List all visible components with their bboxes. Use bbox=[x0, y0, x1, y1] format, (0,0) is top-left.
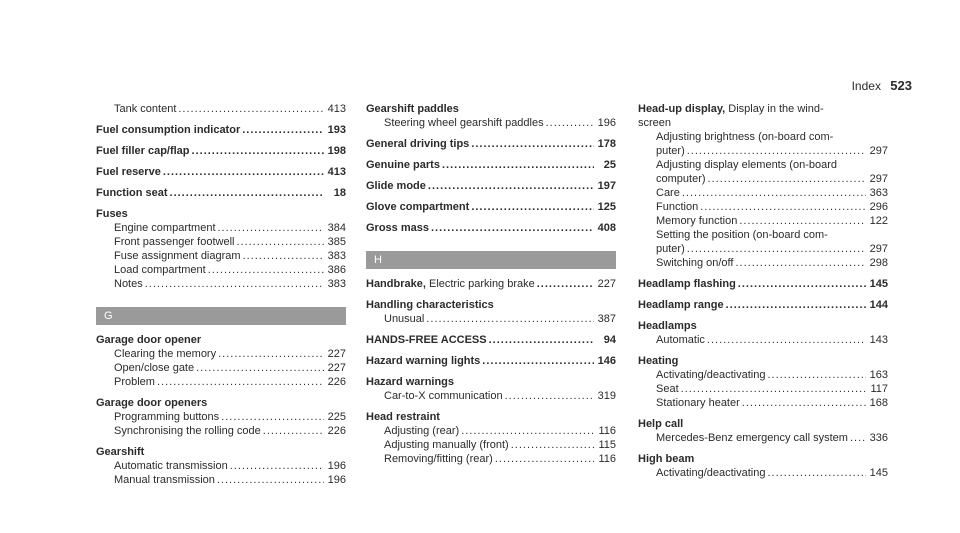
entry-page: 225 bbox=[327, 411, 346, 423]
entry-text: Tank content bbox=[114, 103, 177, 115]
entry-text: Activating/deactivating bbox=[656, 369, 766, 381]
entry-text: Automatic bbox=[656, 334, 705, 346]
entry-page: 115 bbox=[598, 439, 616, 451]
entry-text: Adjusting (rear) bbox=[384, 425, 460, 437]
entry-page: 408 bbox=[597, 222, 616, 234]
entry-text: Clearing the memory bbox=[114, 348, 217, 360]
index-subentry[interactable] bbox=[366, 452, 616, 466]
index-subentry[interactable] bbox=[366, 424, 616, 438]
index-label: Index bbox=[851, 79, 881, 93]
page-number: 523 bbox=[890, 78, 912, 93]
index-subentry[interactable] bbox=[638, 186, 888, 200]
index-column-1 bbox=[96, 102, 346, 487]
entry-text: Genuine parts bbox=[366, 159, 440, 171]
index-subentry[interactable] bbox=[638, 431, 888, 445]
index-column-3 bbox=[638, 102, 888, 480]
entry-text: Engine compartment bbox=[114, 222, 216, 234]
entry-text: Car-to-X communication bbox=[384, 390, 503, 402]
entry-page: 227 bbox=[327, 362, 346, 374]
entry-text: Function seat bbox=[96, 187, 168, 199]
entry-page: 197 bbox=[597, 180, 616, 192]
entry-page: 125 bbox=[597, 201, 616, 213]
index-subentry[interactable] bbox=[638, 333, 888, 347]
index-subentry[interactable] bbox=[96, 249, 346, 263]
entry-page: 25 bbox=[603, 159, 616, 171]
index-entry[interactable] bbox=[96, 165, 346, 179]
entry-text: General driving tips bbox=[366, 138, 470, 150]
entry-page: 336 bbox=[869, 432, 888, 444]
index-entry[interactable] bbox=[96, 123, 346, 137]
index-subentry[interactable] bbox=[366, 116, 616, 130]
entry-text: Function bbox=[656, 201, 699, 213]
index-subentry[interactable] bbox=[638, 172, 888, 186]
index-subentry[interactable] bbox=[96, 221, 346, 235]
index-subentry[interactable] bbox=[96, 235, 346, 249]
entry-page: 386 bbox=[327, 264, 346, 276]
entry-text: Activating/deactivating bbox=[656, 467, 766, 479]
index-entry[interactable] bbox=[366, 333, 616, 347]
index-entry[interactable] bbox=[638, 298, 888, 312]
entry-page: 227 bbox=[597, 278, 616, 290]
index-entry[interactable] bbox=[366, 200, 616, 214]
index-entry[interactable] bbox=[96, 144, 346, 158]
heading-text: Head-up display, bbox=[638, 103, 726, 115]
entry-page: 298 bbox=[869, 257, 888, 269]
entry-text: Stationary heater bbox=[656, 397, 740, 409]
entry-page: 144 bbox=[869, 299, 888, 311]
entry-page: 168 bbox=[869, 397, 888, 409]
index-subentry[interactable] bbox=[638, 256, 888, 270]
entry-text: Adjusting manually (front) bbox=[384, 439, 509, 451]
entry-page: 146 bbox=[597, 355, 616, 367]
entry-text: HANDS-FREE ACCESS bbox=[366, 334, 487, 346]
index-entry[interactable] bbox=[366, 277, 616, 291]
index-subentry[interactable] bbox=[366, 389, 616, 403]
entry-page: 226 bbox=[327, 425, 346, 437]
entry-page: 196 bbox=[327, 460, 346, 472]
entry-page: 117 bbox=[870, 383, 888, 395]
index-subentry[interactable] bbox=[96, 424, 346, 438]
entry-text: Hazard warning lights bbox=[366, 355, 481, 367]
index-subentry[interactable] bbox=[96, 473, 346, 487]
entry-text-extra: Electric parking brake bbox=[425, 278, 535, 290]
entry-text: Removing/fitting (rear) bbox=[384, 453, 493, 465]
index-subentry[interactable] bbox=[638, 214, 888, 228]
entry-text: Handbrake, bbox=[366, 278, 426, 290]
index-subentry[interactable] bbox=[638, 382, 888, 396]
entry-page: 413 bbox=[327, 166, 346, 178]
subentry-line: Adjusting display elements (on-board bbox=[656, 159, 837, 171]
index-subentry[interactable] bbox=[638, 144, 888, 158]
index-entry[interactable] bbox=[96, 186, 346, 200]
index-subentry[interactable] bbox=[96, 277, 346, 291]
index-heading: Garage door opener bbox=[96, 334, 202, 346]
entry-text: Switching on/off bbox=[656, 257, 734, 269]
entry-page: 196 bbox=[597, 117, 616, 129]
entry-text: Notes bbox=[114, 278, 143, 290]
entry-text: Headlamp range bbox=[638, 299, 724, 311]
section-letter-g: G bbox=[96, 307, 346, 325]
entry-page: 383 bbox=[327, 250, 346, 262]
entry-page: 226 bbox=[327, 376, 346, 388]
entry-text: Glove compartment bbox=[366, 201, 470, 213]
index-subentry[interactable] bbox=[638, 242, 888, 256]
entry-page: 297 bbox=[869, 145, 888, 157]
index-subentry[interactable] bbox=[96, 410, 346, 424]
index-heading: Gearshift bbox=[96, 446, 145, 458]
index-subentry[interactable] bbox=[96, 459, 346, 473]
entry-page: 116 bbox=[598, 425, 616, 437]
index-heading: Hazard warnings bbox=[366, 376, 455, 388]
subentry-line: Adjusting brightness (on-board com- bbox=[656, 131, 834, 143]
entry-text: Headlamp flashing bbox=[638, 278, 736, 290]
entry-page: 319 bbox=[597, 390, 616, 402]
entry-text: Care bbox=[656, 187, 680, 199]
index-subentry[interactable] bbox=[638, 396, 888, 410]
entry-page: 145 bbox=[869, 278, 888, 290]
entry-page: 387 bbox=[597, 313, 616, 325]
index-entry[interactable] bbox=[96, 102, 346, 116]
index-subentry[interactable] bbox=[638, 200, 888, 214]
entry-text: Mercedes-Benz emergency call system bbox=[656, 432, 848, 444]
entry-text: Fuel filler cap/flap bbox=[96, 145, 190, 157]
index-heading: Headlamps bbox=[638, 320, 697, 332]
subentry-line: Setting the position (on-board com- bbox=[656, 229, 828, 241]
entry-page: 94 bbox=[603, 334, 616, 346]
index-subentry[interactable] bbox=[96, 263, 346, 277]
index-entry[interactable] bbox=[366, 221, 616, 235]
index-subentry[interactable] bbox=[638, 368, 888, 382]
index-subentry[interactable] bbox=[638, 466, 888, 480]
entry-page: 145 bbox=[869, 467, 888, 479]
section-letter-h: H bbox=[366, 251, 616, 269]
heading-text-extra: Display in the wind- bbox=[725, 103, 824, 115]
index-subentry[interactable] bbox=[96, 361, 346, 375]
entry-text: Glide mode bbox=[366, 180, 426, 192]
entry-page: 198 bbox=[327, 145, 346, 157]
entry-text: Manual transmission bbox=[114, 474, 215, 486]
entry-text: Synchronising the rolling code bbox=[114, 425, 261, 437]
index-entry[interactable] bbox=[366, 179, 616, 193]
index-entry[interactable] bbox=[366, 354, 616, 368]
entry-page: 196 bbox=[327, 474, 346, 486]
entry-text: Automatic transmission bbox=[114, 460, 228, 472]
index-column-2 bbox=[366, 102, 616, 466]
entry-page: 413 bbox=[327, 103, 346, 115]
index-heading: Garage door openers bbox=[96, 397, 208, 409]
index-entry[interactable] bbox=[366, 158, 616, 172]
entry-text: Memory function bbox=[656, 215, 738, 227]
page-header bbox=[852, 78, 912, 93]
entry-page: 297 bbox=[869, 173, 888, 185]
entry-page: 163 bbox=[869, 369, 888, 381]
index-subentry[interactable] bbox=[366, 438, 616, 452]
entry-page: 193 bbox=[327, 124, 346, 136]
entry-text: Front passenger footwell bbox=[114, 236, 235, 248]
entry-page: 384 bbox=[327, 222, 346, 234]
entry-page: 297 bbox=[869, 243, 888, 255]
entry-page: 18 bbox=[333, 187, 346, 199]
entry-page: 296 bbox=[869, 201, 888, 213]
index-heading: High beam bbox=[638, 453, 695, 465]
entry-text: Programming buttons bbox=[114, 411, 220, 423]
index-subentry[interactable] bbox=[96, 347, 346, 361]
index-heading: Gearshift paddles bbox=[366, 103, 459, 115]
entry-page: 227 bbox=[327, 348, 346, 360]
index-subentry[interactable] bbox=[96, 375, 346, 389]
entry-text: Gross mass bbox=[366, 222, 429, 234]
index-entry[interactable] bbox=[366, 137, 616, 151]
entry-text: Fuel consumption indicator bbox=[96, 124, 241, 136]
entry-page: 116 bbox=[598, 453, 616, 465]
index-heading bbox=[638, 102, 888, 116]
entry-page: 363 bbox=[869, 187, 888, 199]
entry-page: 122 bbox=[869, 215, 888, 227]
index-heading: Head restraint bbox=[366, 411, 440, 423]
index-heading: Heating bbox=[638, 355, 679, 367]
entry-text: Fuel reserve bbox=[96, 166, 161, 178]
index-heading-continued: screen bbox=[638, 117, 672, 129]
entry-text: Unusual bbox=[384, 313, 425, 325]
entry-page: 143 bbox=[869, 334, 888, 346]
entry-text: Seat bbox=[656, 383, 679, 395]
index-heading: Fuses bbox=[96, 208, 128, 220]
entry-page: 385 bbox=[327, 236, 346, 248]
entry-text: Load compartment bbox=[114, 264, 206, 276]
entry-text: computer) bbox=[656, 173, 706, 185]
entry-text: Open/close gate bbox=[114, 362, 195, 374]
entry-page: 383 bbox=[327, 278, 346, 290]
entry-text: puter) bbox=[656, 243, 685, 255]
entry-text: puter) bbox=[656, 145, 685, 157]
index-subentry[interactable] bbox=[366, 312, 616, 326]
entry-text: Steering wheel gearshift paddles bbox=[384, 117, 544, 129]
entry-text: Fuse assignment diagram bbox=[114, 250, 241, 262]
index-entry[interactable] bbox=[638, 277, 888, 291]
entry-page: 178 bbox=[597, 138, 616, 150]
entry-text: Problem bbox=[114, 376, 155, 388]
index-heading: Handling characteristics bbox=[366, 299, 494, 311]
index-heading: Help call bbox=[638, 418, 684, 430]
